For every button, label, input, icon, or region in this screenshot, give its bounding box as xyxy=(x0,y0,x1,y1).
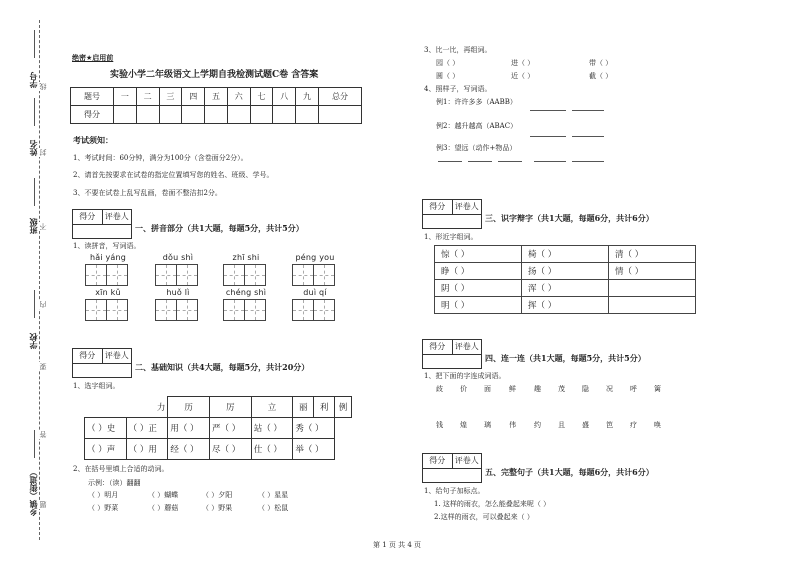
scorer-box xyxy=(422,199,482,215)
question-text: 3、比一比，再组词。 xyxy=(424,46,492,54)
choice-char: 立 xyxy=(251,397,293,418)
seal-mark: 不 xyxy=(39,223,47,230)
writing-grid[interactable] xyxy=(223,264,269,286)
score-cell: 五 xyxy=(205,88,228,106)
answer-line[interactable] xyxy=(572,161,604,162)
link-char[interactable]: 价 xyxy=(460,385,467,393)
section3-title: 三、识字辩字（共1大题，每题6分，共计6分） xyxy=(485,213,654,223)
score-input[interactable] xyxy=(114,106,137,124)
link-char[interactable]: 呼 xyxy=(630,385,637,393)
answer-line[interactable] xyxy=(530,136,566,137)
fill-blank[interactable]: （ ）蝴蝶 xyxy=(148,491,179,499)
scorer-box xyxy=(422,453,482,469)
class-label: 班级 xyxy=(29,218,38,234)
school-label: 学校 xyxy=(29,333,38,349)
char-blank[interactable]: 明（ ） xyxy=(435,297,522,314)
choice-char: 利 xyxy=(314,397,335,418)
fill-blank[interactable]: （ ）蘑菇 xyxy=(148,504,179,512)
word-blank[interactable]: （ ）史 xyxy=(85,418,127,439)
link-char[interactable]: 璃 xyxy=(484,421,491,429)
pinyin-item xyxy=(85,253,131,286)
word-blank[interactable]: 举（ ） xyxy=(293,439,335,460)
score-input[interactable] xyxy=(318,106,361,124)
sentence-blank[interactable]: 2.这样的雨衣，可以叠起来（ ） xyxy=(434,513,534,521)
link-char[interactable]: 趣 xyxy=(534,385,541,393)
section1-title: 一、拼音部分（共1大题，每题5分，共计5分） xyxy=(135,223,304,233)
name-label: 姓名 xyxy=(29,140,38,156)
choice-char: 历 xyxy=(168,397,210,418)
scorer-box xyxy=(422,339,482,355)
char-blank[interactable]: 惊（ ） xyxy=(435,246,522,263)
compare-blank[interactable]: 带（ ） xyxy=(589,59,613,67)
link-char[interactable]: 钱 xyxy=(436,421,443,429)
link-char[interactable]: 煌 xyxy=(460,421,467,429)
scorer-marker-label: 评卷人 xyxy=(454,202,479,211)
answer-line[interactable] xyxy=(530,110,566,111)
section5-title: 五、完整句子（共1大题，每题6分，共计6分） xyxy=(485,467,654,477)
scorer-box xyxy=(72,348,132,364)
score-cell: 题号 xyxy=(71,88,114,106)
writing-grid[interactable] xyxy=(223,299,269,321)
pinyin-text: duì qí xyxy=(303,288,327,297)
char-blank[interactable]: 浑（ ） xyxy=(522,280,609,297)
pinyin-text: zhī shi xyxy=(232,253,260,262)
score-cell: 一 xyxy=(114,88,137,106)
seal-mark: 线 xyxy=(39,83,47,90)
pinyin-text: hǎi yáng xyxy=(89,253,127,262)
word-blank[interactable]: （ ）用 xyxy=(126,439,168,460)
pinyin-item xyxy=(223,253,269,286)
score-input[interactable] xyxy=(273,106,296,124)
char-blank[interactable]: 睁（ ） xyxy=(435,263,522,280)
link-char[interactable]: 约 xyxy=(534,421,541,429)
scorer-marker-label: 评卷人 xyxy=(454,342,479,351)
notice-item: 1、考试时间：60分钟，满分为100分（含卷面分2分）。 xyxy=(73,154,248,162)
answer-line[interactable] xyxy=(438,161,462,162)
compare-blank[interactable]: 进（ ） xyxy=(511,59,535,67)
example-text: 例1：许许多多（AABB） xyxy=(436,98,517,106)
fill-blank[interactable]: （ ）松鼠 xyxy=(258,504,289,512)
fill-blank[interactable]: （ ）夕阳 xyxy=(202,491,233,499)
char-blank[interactable]: 挥（ ） xyxy=(522,297,609,314)
binding-line xyxy=(39,20,40,540)
link-char[interactable]: 歧 xyxy=(436,385,443,393)
township-label: 乡镇（街道） xyxy=(29,468,38,516)
pinyin-item xyxy=(85,288,131,321)
scorer-score-label: 得分 xyxy=(423,340,453,354)
compare-blank[interactable]: 截（ ） xyxy=(589,72,613,80)
fill-blank[interactable]: （ ）野菜 xyxy=(88,504,119,512)
link-char[interactable]: 伟 xyxy=(509,421,516,429)
answer-line[interactable] xyxy=(534,161,566,162)
writing-grid[interactable] xyxy=(85,299,131,321)
notice-item: 3、不要在试卷上乱写乱画，卷面不整洁扣2分。 xyxy=(73,189,222,197)
word-blank[interactable]: （ ）正 xyxy=(126,418,168,439)
pinyin-item xyxy=(292,288,338,321)
char-blank[interactable]: 情（ ） xyxy=(609,263,696,280)
answer-line[interactable] xyxy=(572,110,604,111)
scorer-box xyxy=(72,209,132,225)
question-text: 1、把下面的字连成词语。 xyxy=(424,372,506,380)
word-blank[interactable]: 秀（ ） xyxy=(293,418,335,439)
example-text: 例2：越升越高（ABAC） xyxy=(436,122,518,130)
question-text: 1、读拼音，写词语。 xyxy=(73,242,141,250)
scorer-marker-label: 评卷人 xyxy=(104,351,129,360)
choice-char: 丽 xyxy=(293,397,314,418)
township-field[interactable] xyxy=(34,430,35,458)
question-text: 2、在括号里填上合适的动词。 xyxy=(73,465,169,473)
link-char[interactable]: 笆 xyxy=(606,421,613,429)
compare-blank[interactable]: 园（ ） xyxy=(436,59,460,67)
section2-title: 二、基础知识（共4大题，每题5分，共计20分） xyxy=(135,362,310,372)
page-number: 第 1 页 共 4 页 xyxy=(373,541,422,549)
seal-mark: 内 xyxy=(39,301,47,308)
choice-char: 例 xyxy=(335,397,352,418)
question-text: 4、照样子，写词语。 xyxy=(424,85,492,93)
score-table xyxy=(70,87,362,124)
similar-char-table xyxy=(434,245,696,314)
word-blank[interactable]: 站（ ） xyxy=(251,418,293,439)
score-input[interactable] xyxy=(159,106,182,124)
question-text: 1、形近字组词。 xyxy=(424,233,478,241)
choice-char: 力 xyxy=(85,397,168,418)
score-cell: 六 xyxy=(227,88,250,106)
word-choice-table xyxy=(84,396,352,460)
scorer-score-label: 得分 xyxy=(423,454,453,468)
example-text: 示例：（读）翻翻 xyxy=(88,479,141,487)
pinyin-text: huǒ lì xyxy=(166,288,190,297)
score-cell: 得分 xyxy=(71,106,114,124)
student-id-field[interactable] xyxy=(34,30,35,58)
word-blank[interactable]: 严（ ） xyxy=(210,418,252,439)
char-blank[interactable] xyxy=(609,280,696,297)
char-blank[interactable]: 清（ ） xyxy=(609,246,696,263)
question-text: 1、选字组词。 xyxy=(73,382,120,390)
compare-blank[interactable]: 圆（ ） xyxy=(436,72,460,80)
writing-grid[interactable] xyxy=(155,264,201,286)
pinyin-text: péng you xyxy=(295,253,335,262)
score-cell: 总分 xyxy=(318,88,361,106)
writing-grid[interactable] xyxy=(155,299,201,321)
scorer-input[interactable] xyxy=(422,214,482,229)
score-input[interactable] xyxy=(136,106,159,124)
scorer-input[interactable] xyxy=(422,354,482,369)
scorer-input[interactable] xyxy=(72,224,132,239)
secret-tag: 绝密★启用前 xyxy=(72,54,114,62)
pinyin-item xyxy=(292,253,338,286)
school-field[interactable] xyxy=(34,290,35,318)
score-input[interactable] xyxy=(182,106,205,124)
scorer-score-label: 得分 xyxy=(423,200,453,214)
sentence-blank[interactable]: 1. 这样的雨衣，怎么能叠起来呢（ ） xyxy=(434,500,551,508)
link-char[interactable]: 且 xyxy=(558,421,565,429)
link-char[interactable]: 面 xyxy=(484,385,491,393)
seal-mark: 要 xyxy=(39,363,47,370)
score-cell: 八 xyxy=(273,88,296,106)
link-char[interactable]: 茂 xyxy=(558,385,565,393)
scorer-marker-label: 评卷人 xyxy=(104,212,129,221)
pinyin-text: xīn kǔ xyxy=(95,288,121,297)
choice-char: 厉 xyxy=(210,397,252,418)
scorer-score-label: 得分 xyxy=(73,210,103,224)
word-blank[interactable]: 用（ ） xyxy=(168,418,210,439)
pinyin-item xyxy=(155,288,201,321)
answer-line[interactable] xyxy=(468,161,492,162)
question-text: 1、给句子加标点。 xyxy=(424,487,485,495)
fill-blank[interactable]: （ ）野果 xyxy=(202,504,233,512)
word-blank[interactable]: 经（ ） xyxy=(168,439,210,460)
section4-title: 四、连一连（共1大题，每题5分，共计5分） xyxy=(485,353,646,363)
student-id-label: 学号 xyxy=(29,72,38,88)
score-cell: 七 xyxy=(250,88,273,106)
answer-line[interactable] xyxy=(498,161,522,162)
scorer-input[interactable] xyxy=(72,363,132,378)
notice-item: 2、请首先按要求在试卷的指定位置填写您的姓名、班级、学号。 xyxy=(73,171,274,179)
link-char[interactable]: 篱 xyxy=(654,385,661,393)
link-char[interactable]: 况 xyxy=(606,385,613,393)
link-char[interactable]: 盛 xyxy=(582,421,589,429)
fill-blank[interactable]: （ ）星星 xyxy=(258,491,289,499)
link-char[interactable]: 鲜 xyxy=(509,385,516,393)
compare-blank[interactable]: 近（ ） xyxy=(511,72,535,80)
word-blank[interactable]: 尽（ ） xyxy=(210,439,252,460)
name-field[interactable] xyxy=(34,98,35,126)
page-title: 实验小学二年级语文上学期自我检测试题C卷 含答案 xyxy=(110,70,319,80)
writing-grid[interactable] xyxy=(292,264,338,286)
score-input[interactable] xyxy=(296,106,319,124)
notice-heading: 考试须知： xyxy=(73,135,113,145)
link-char[interactable]: 疗 xyxy=(630,421,637,429)
link-char[interactable]: 唤 xyxy=(654,421,661,429)
pinyin-text: chéng shì xyxy=(225,288,267,297)
score-cell: 四 xyxy=(182,88,205,106)
word-blank[interactable]: （ ）声 xyxy=(85,439,127,460)
writing-grid[interactable] xyxy=(292,299,338,321)
writing-grid[interactable] xyxy=(85,264,131,286)
score-input[interactable] xyxy=(205,106,228,124)
class-field[interactable] xyxy=(34,178,35,206)
answer-line[interactable] xyxy=(572,136,604,137)
seal-mark: 题 xyxy=(39,501,47,508)
pinyin-text: dǒu shì xyxy=(162,253,194,262)
word-blank[interactable]: 仕（ ） xyxy=(251,439,293,460)
pinyin-item xyxy=(155,253,201,286)
seal-mark: 答 xyxy=(39,431,47,438)
pinyin-item xyxy=(223,288,269,321)
link-char[interactable]: 隐 xyxy=(582,385,589,393)
fill-blank[interactable]: （ ）明月 xyxy=(88,491,119,499)
score-cell: 二 xyxy=(136,88,159,106)
scorer-marker-label: 评卷人 xyxy=(454,456,479,465)
char-blank[interactable]: 椅（ ） xyxy=(522,246,609,263)
score-input[interactable] xyxy=(250,106,273,124)
scorer-input[interactable] xyxy=(422,468,482,483)
seal-mark: 封 xyxy=(39,149,47,156)
score-cell: 九 xyxy=(296,88,319,106)
char-blank[interactable] xyxy=(609,297,696,314)
score-cell: 三 xyxy=(159,88,182,106)
scorer-score-label: 得分 xyxy=(73,349,103,363)
score-input[interactable] xyxy=(227,106,250,124)
char-blank[interactable]: 阴（ ） xyxy=(435,280,522,297)
example-text: 例3：望远（动作+物品） xyxy=(436,144,517,152)
char-blank[interactable]: 扬（ ） xyxy=(522,263,609,280)
